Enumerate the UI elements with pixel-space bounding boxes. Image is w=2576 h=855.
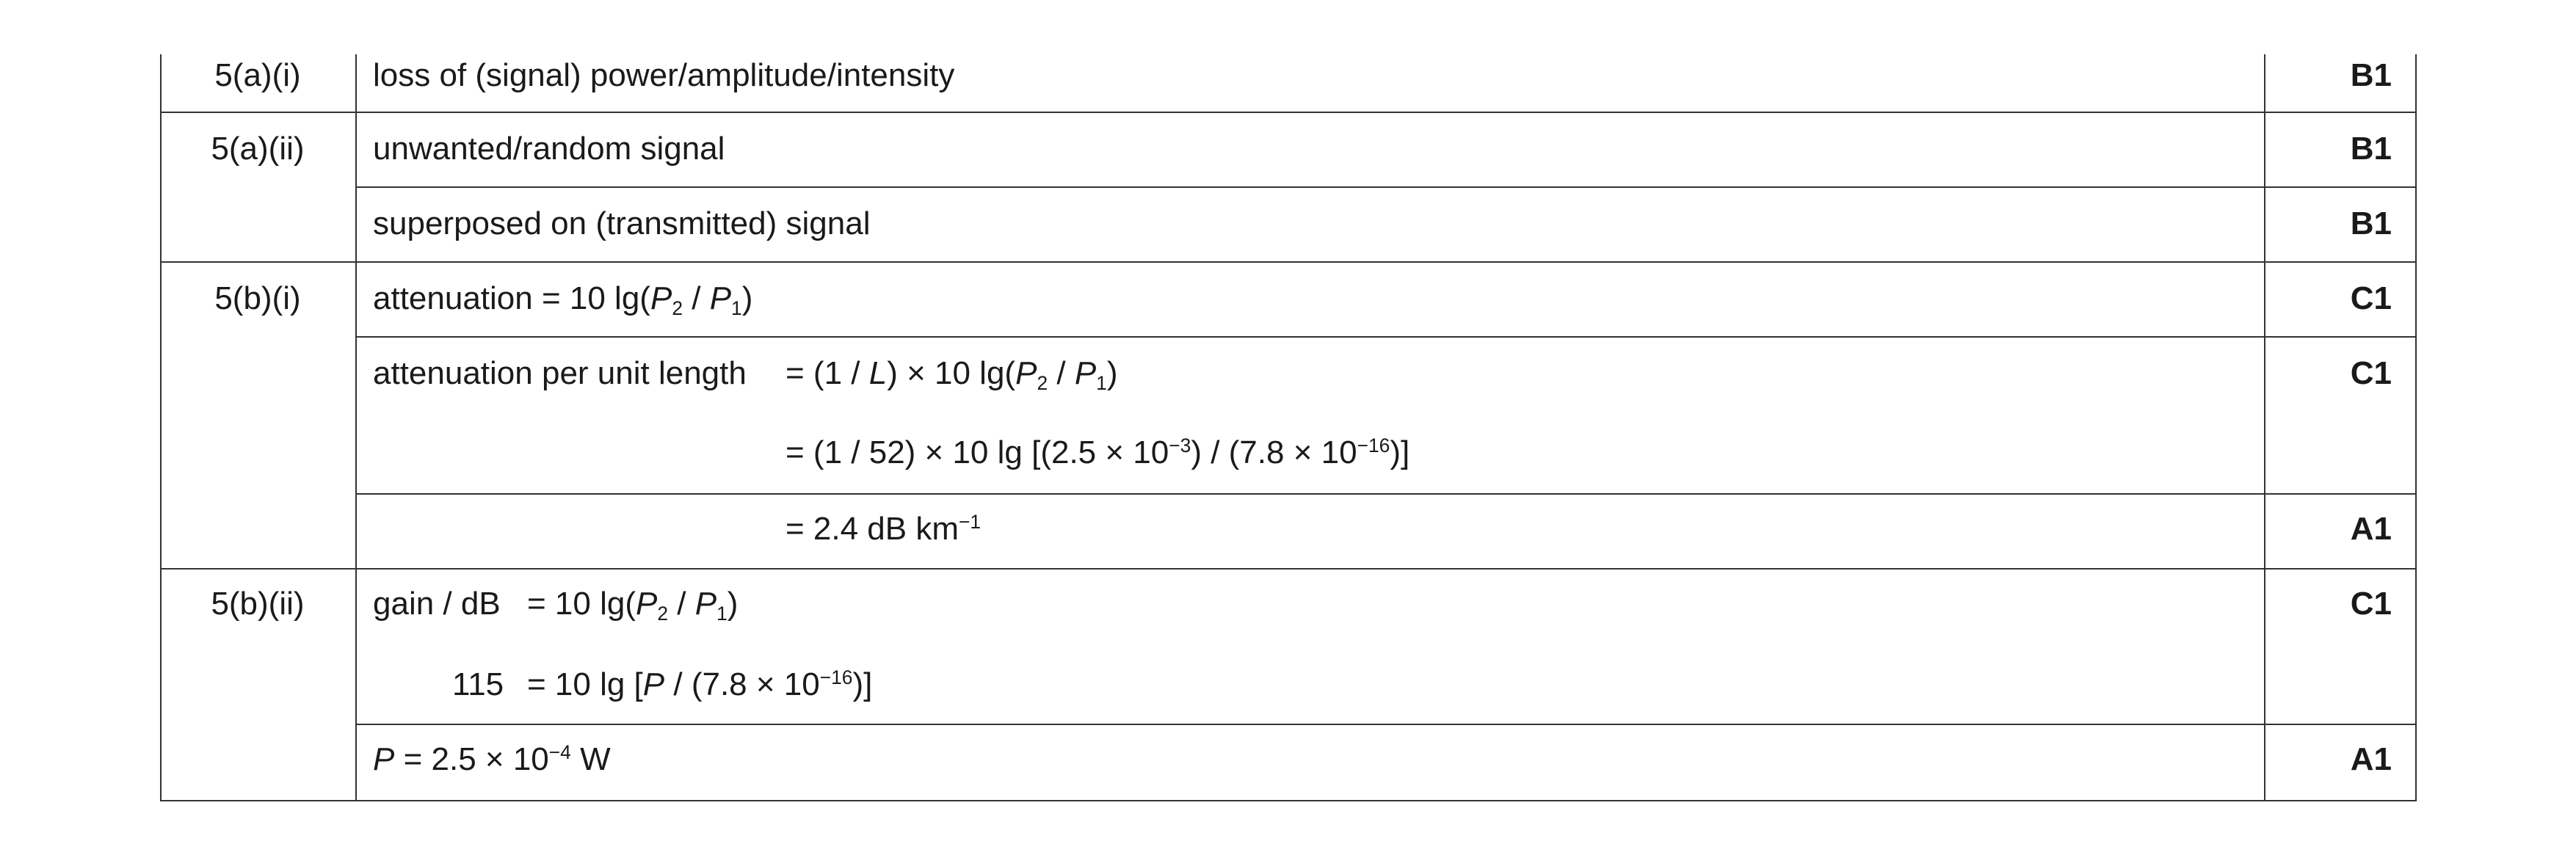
answer-label: gain / dB — [373, 586, 501, 622]
equation-text: / — [1048, 355, 1075, 391]
sub-row-divider — [355, 186, 2417, 188]
equation-text: = 2.4 dB km — [786, 511, 959, 547]
equation-text: ) — [727, 586, 739, 622]
question-number: 5(a)(i) — [214, 57, 301, 93]
exponent: −16 — [819, 666, 853, 689]
equation-text: ) — [1106, 355, 1118, 391]
answer-equation — [527, 586, 739, 625]
column-divider-question — [355, 54, 357, 801]
subscript: 2 — [672, 296, 683, 319]
answer-equation — [373, 741, 611, 778]
answer-text: superposed on (transmitted) signal — [373, 205, 871, 241]
mark-scheme-table — [160, 54, 2417, 801]
mark-label: B1 — [2350, 131, 2392, 167]
subscript: 2 — [657, 602, 669, 625]
row-divider — [160, 261, 2417, 263]
subscript: 1 — [716, 602, 728, 625]
question-number: 5(b)(i) — [214, 280, 301, 316]
equation-text: attenuation = 10 lg( — [373, 280, 650, 316]
equation-text: )] — [1390, 434, 1410, 470]
equation-text: = (1 / 52) × 10 lg [(2.5 × 10 — [786, 434, 1169, 470]
answer-equation — [786, 511, 981, 547]
mark-label: A1 — [2350, 511, 2392, 547]
answer-equation — [786, 355, 1118, 392]
equation-text: / — [668, 586, 695, 622]
answer-text: unwanted/random signal — [373, 131, 725, 167]
subscript: 2 — [1037, 371, 1048, 394]
table-border-bottom — [160, 800, 2417, 801]
equation-text: ) × 10 lg( — [887, 355, 1016, 391]
answer-equation — [527, 666, 872, 703]
equation-text: )] — [852, 666, 873, 702]
table-border-right — [2415, 54, 2417, 801]
question-number: 5(b)(ii) — [211, 586, 305, 622]
question-number: 5(a)(ii) — [211, 131, 305, 167]
sub-row-divider — [355, 724, 2417, 725]
equation-text: = 10 lg [ — [527, 666, 643, 702]
variable-p: P — [642, 666, 665, 702]
sub-row-divider — [355, 493, 2417, 495]
variable-p2: P — [1015, 355, 1037, 391]
equation-text: = (1 / — [786, 355, 869, 391]
variable-p1: P — [1074, 355, 1097, 391]
answer-text: loss of (signal) power/amplitude/intensity — [373, 57, 955, 93]
equation-text: / (7.8 × 10 — [664, 666, 820, 702]
exponent: −3 — [1169, 434, 1191, 457]
exponent: −16 — [1357, 434, 1390, 457]
mark-label: B1 — [2350, 57, 2392, 93]
variable-p: P — [373, 741, 395, 777]
subscript: 1 — [1096, 371, 1107, 394]
answer-equation — [373, 280, 752, 317]
row-divider — [160, 112, 2417, 113]
sub-row-divider — [355, 336, 2417, 338]
equation-text: ) / (7.8 × 10 — [1191, 434, 1357, 470]
mark-label: C1 — [2350, 280, 2392, 316]
variable-p1: P — [709, 280, 732, 316]
exponent: −4 — [548, 741, 571, 764]
mark-label: B1 — [2350, 205, 2392, 241]
variable-p1: P — [694, 586, 717, 622]
equation-text: ) — [741, 280, 753, 316]
answer-equation — [786, 434, 1409, 471]
subscript: 1 — [731, 296, 742, 319]
mark-label: C1 — [2350, 586, 2392, 622]
variable-p2: P — [635, 586, 658, 622]
mark-label: A1 — [2350, 741, 2392, 777]
exponent: −1 — [959, 511, 982, 534]
answer-label: attenuation per unit length — [373, 355, 747, 391]
mark-label: C1 — [2350, 355, 2392, 391]
equation-text: = 2.5 × 10 — [394, 741, 549, 777]
equation-text: = 10 lg( — [527, 586, 636, 622]
variable-l: L — [868, 355, 888, 391]
equation-text: W — [570, 741, 611, 777]
variable-p2: P — [650, 280, 672, 316]
row-divider — [160, 568, 2417, 570]
equation-text: / — [683, 280, 710, 316]
answer-number: 115 — [452, 666, 504, 702]
